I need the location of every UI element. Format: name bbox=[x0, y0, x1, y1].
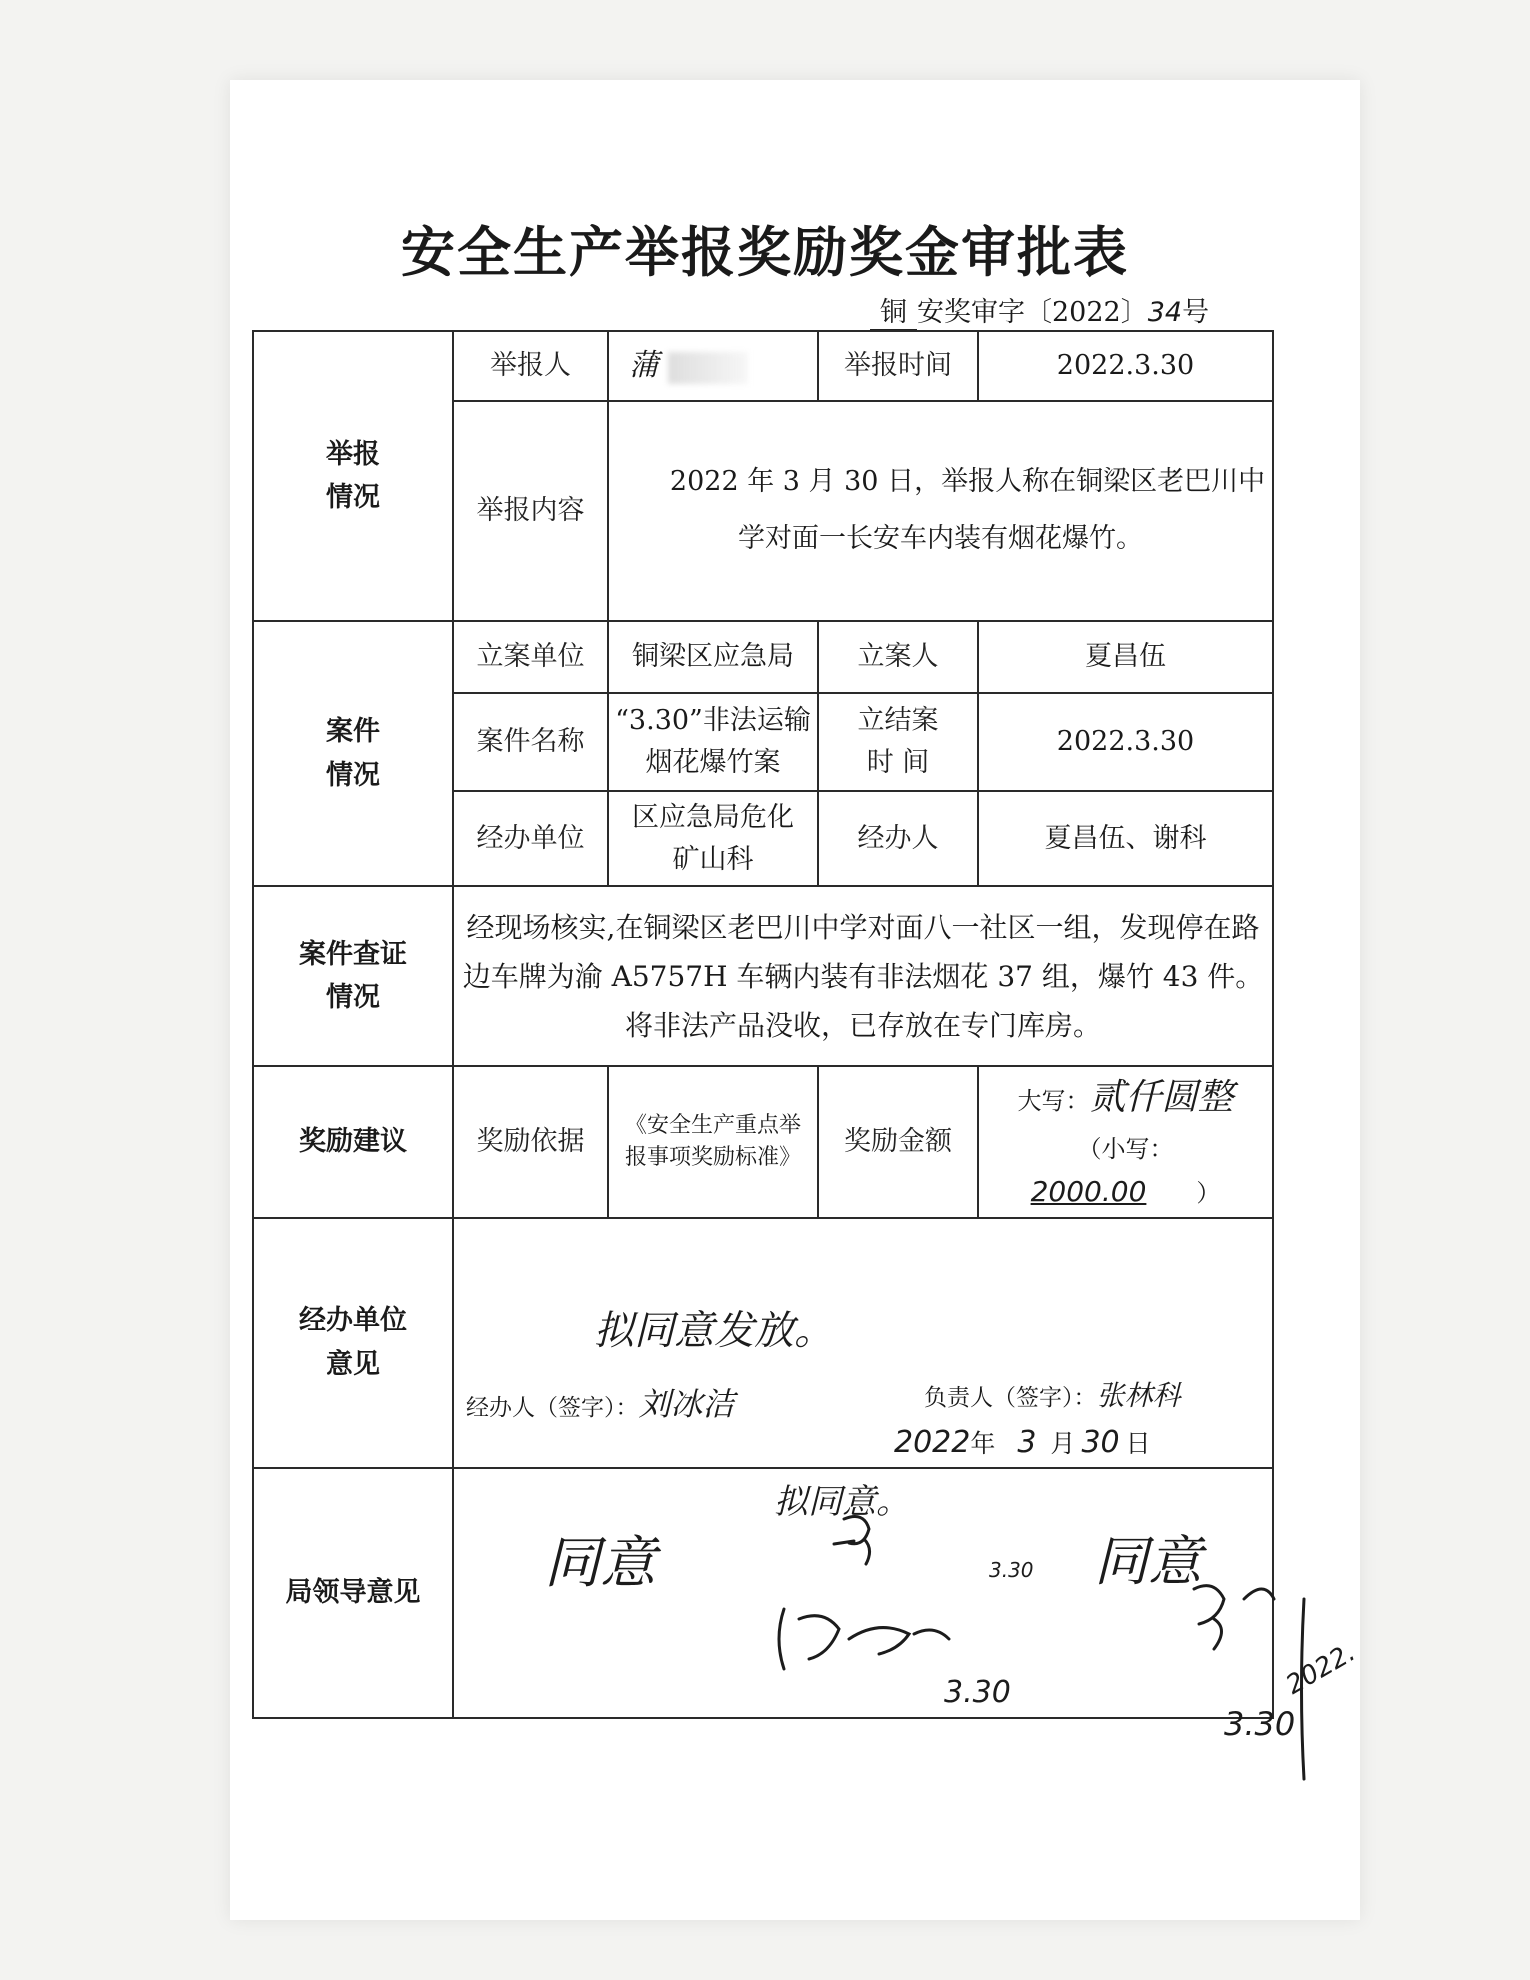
report-content-value: 2022 年 3 月 30 日，举报人称在铜梁区老巴川中学对面一长安车内装有烟花爆竹。 bbox=[608, 401, 1273, 621]
reporter-label: 举报人 bbox=[453, 331, 608, 401]
leader-signature-line bbox=[924, 1374, 1181, 1419]
investigation-content: 经现场核实,在铜梁区老巴川中学对面八一社区一组，发现停在路边车牌为渝 A5757H 车辆内装有非法烟花 37 组，爆竹 43 件。将非法产品没收，已存放在专门库房。 bbox=[453, 886, 1273, 1066]
report-time-label: 举报时间 bbox=[818, 331, 978, 401]
doc-number-handwritten: 34 bbox=[1147, 297, 1183, 328]
signature-long-stroke bbox=[1302, 1599, 1305, 1779]
report-time-value: 2022.3.30 bbox=[978, 331, 1273, 401]
case-name-label: 案件名称 bbox=[453, 693, 608, 791]
case-name-value: “3.30”非法运输烟花爆竹案 bbox=[608, 693, 818, 791]
filer-label: 立案人 bbox=[818, 621, 978, 693]
table-row bbox=[253, 1066, 1273, 1218]
reporter-name: 蒲 bbox=[629, 348, 659, 383]
doc-text: 安奖审字〔2022〕 bbox=[917, 297, 1148, 328]
leader-opinion-3: 同意 bbox=[1094, 1529, 1202, 1593]
handler-value: 夏昌伍、谢科 bbox=[978, 791, 1273, 886]
lower-amount-handwritten: 2000.00 bbox=[1030, 1174, 1147, 1208]
date-month-unit: 月 bbox=[1050, 1428, 1076, 1458]
handler-signature-line bbox=[466, 1379, 735, 1430]
handler-label: 经办人 bbox=[818, 791, 978, 886]
redaction-blur bbox=[668, 352, 748, 384]
close-time-value: 2022.3.30 bbox=[978, 693, 1273, 791]
leader-opinion-date-1: 3.30 bbox=[989, 1557, 1034, 1582]
upper-amount-label: 大写： bbox=[1017, 1087, 1090, 1115]
unit-opinion-cell bbox=[453, 1218, 1273, 1468]
opinion-date bbox=[894, 1419, 1151, 1467]
report-content-label: 举报内容 bbox=[453, 401, 608, 621]
upper-amount-handwritten: 贰仟圆整 bbox=[1089, 1077, 1234, 1118]
leader-opinion-date-2: 3.30 bbox=[944, 1674, 1011, 1710]
reward-amount-label: 奖励金额 bbox=[818, 1066, 978, 1218]
handler-sign-label: 经办人（签字）： bbox=[466, 1394, 639, 1421]
table-row bbox=[253, 1468, 1273, 1718]
date-day-unit: 日 bbox=[1125, 1428, 1151, 1458]
reward-basis-label: 奖励依据 bbox=[453, 1066, 608, 1218]
approval-form-table bbox=[252, 330, 1361, 1743]
date-day: 30 bbox=[1081, 1424, 1120, 1460]
table-row bbox=[253, 621, 1273, 693]
signature-scribble-2 bbox=[779, 1609, 949, 1669]
reporter-value bbox=[608, 331, 818, 401]
unit-opinion-text: 拟同意发放。 bbox=[594, 1307, 834, 1354]
date-year-unit: 年 bbox=[970, 1428, 996, 1458]
filer-value: 夏昌伍 bbox=[978, 621, 1273, 693]
close-time-label: 立结案时 间 bbox=[818, 693, 978, 791]
leader-opinion-year: 2022. bbox=[1281, 1637, 1361, 1701]
doc-org: 铜 bbox=[870, 290, 917, 331]
lower-amount-close: ） bbox=[1196, 1178, 1221, 1207]
filing-unit-value: 铜梁区应急局 bbox=[608, 621, 818, 693]
filing-unit-label: 立案单位 bbox=[453, 621, 608, 693]
date-month: 3 bbox=[1017, 1424, 1037, 1460]
reward-amount-value bbox=[978, 1066, 1273, 1218]
section-reward: 奖励建议 bbox=[253, 1066, 453, 1218]
leader-opinion-1: 同意 bbox=[544, 1530, 656, 1596]
document-number bbox=[870, 290, 1209, 331]
leader-opinion-date-3: 3.30 bbox=[1224, 1704, 1296, 1743]
reward-basis-value: 《安全生产重点举报事项奖励标准》 bbox=[608, 1066, 818, 1218]
date-year: 2022 bbox=[894, 1424, 971, 1460]
leader-opinion-2: 拟同意。 bbox=[774, 1481, 910, 1522]
table-row bbox=[253, 331, 1273, 401]
signature-scribble-1 bbox=[834, 1516, 870, 1563]
leader-signature: 张林科 bbox=[1096, 1378, 1181, 1412]
leader-sign-label: 负责人（签字）： bbox=[924, 1384, 1097, 1411]
section-case: 案件情况 bbox=[253, 621, 453, 886]
lower-amount-label: （小写： bbox=[1077, 1134, 1174, 1163]
leader-opinion-cell bbox=[453, 1468, 1361, 1743]
section-report: 举报情况 bbox=[253, 331, 453, 621]
handling-unit-value: 区应急局危化矿山科 bbox=[608, 791, 818, 886]
section-leader-opinion: 局领导意见 bbox=[253, 1468, 453, 1718]
leader-signatures bbox=[454, 1469, 1454, 1769]
doc-suffix: 号 bbox=[1182, 297, 1210, 328]
handling-unit-label: 经办单位 bbox=[453, 791, 608, 886]
section-unit-opinion: 经办单位意见 bbox=[253, 1218, 453, 1468]
section-investigation: 案件查证情况 bbox=[253, 886, 453, 1066]
table-row bbox=[253, 1218, 1273, 1468]
page-title: 安全生产举报奖励奖金审批表 bbox=[401, 220, 1129, 284]
signature-scribble-3 bbox=[1194, 1585, 1274, 1648]
table-row bbox=[253, 886, 1273, 1066]
handler-signature: 刘冰洁 bbox=[638, 1384, 735, 1423]
